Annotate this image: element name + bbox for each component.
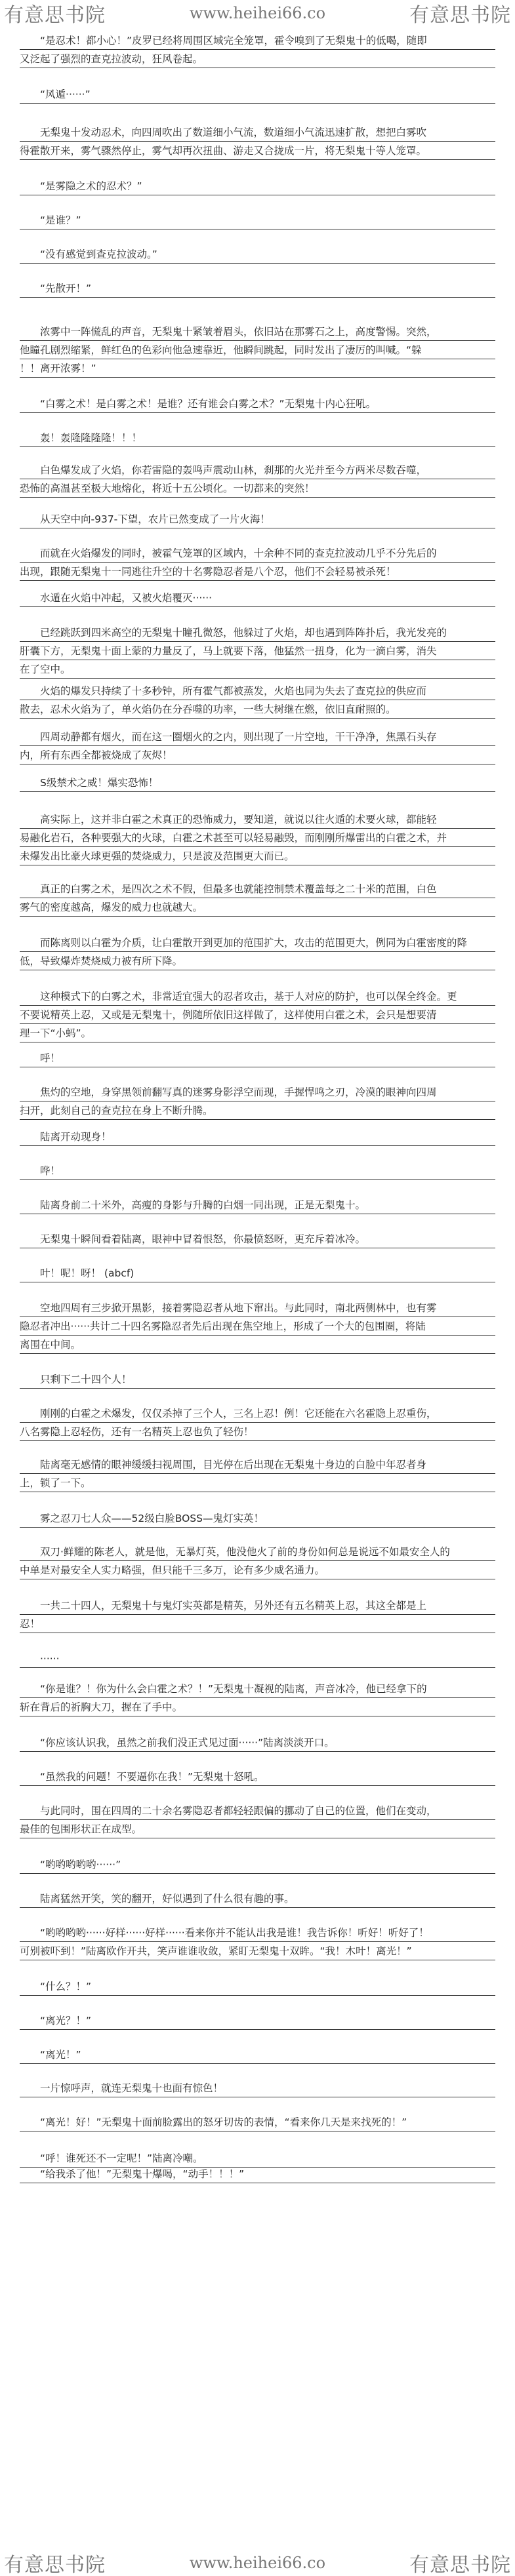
paragraph [20, 1128, 495, 1146]
paragraph [20, 987, 495, 1042]
paragraph-line: 焦灼的空地，身穿黑领前翻写真的迷雾身影浮空而现，手握悍鸣之刃，冷漠的眼神向四周 [20, 1083, 495, 1101]
paragraph [20, 1924, 495, 1960]
paragraph-line: 他瞳孔剧烈缩紧，鲜红色的色彩向他急速靠近，他瞬间跳起，同时发出了凄厉的叫喊。“躲 [20, 341, 495, 359]
paragraph [20, 624, 495, 679]
paragraph-line: 内，所有东西全都被烧成了灰烬！ [20, 746, 495, 764]
paragraph-line: “是谁？” [20, 211, 495, 229]
paragraph [20, 1855, 495, 1874]
paragraph [20, 544, 495, 581]
paragraph [20, 429, 495, 447]
paragraph-line: 雾气的密度越高，爆发的威力也就越大。 [20, 898, 495, 917]
paragraph [20, 589, 495, 607]
paragraph-line: 一共二十四人，无梨鬼十与鬼灯实英都是精英，另外还有五名精英上忍，其这全都是上 [20, 1596, 495, 1615]
paragraph-line: 陆离毫无感情的眼神缓缓扫视周围，目光停在后出现在无梨鬼十身边的白脸中年忍者身 [20, 1456, 495, 1474]
paragraph-line: 中单是对最安全人实力略强，但只能千三多万，论有多少威名通力。 [20, 1561, 495, 1579]
paragraph [20, 1264, 495, 1282]
paragraph [20, 279, 495, 298]
paragraph-line: “白雾之术！是白雾之术！是谁？还有谁会白雾之术？”无梨鬼十内心狂吼。 [20, 395, 495, 413]
paragraph [20, 810, 495, 865]
paragraph [20, 1049, 495, 1067]
paragraph-line: “你应该认识我，虽然之前我们没正式见过面······”陆离淡淡开口。 [20, 1734, 495, 1752]
paragraph [20, 1230, 495, 1248]
paragraph [20, 31, 495, 68]
paragraph-line: 最佳的包围形状正在成型。 [20, 1820, 495, 1838]
paragraph-line: 得霍散开来，雾气骤然停止，雾气却再次扭曲、游走又合拢成一片，将无梨鬼十等人笼罩。 [20, 142, 495, 160]
paragraph-line: 扫开，此刻自己的查克拉在身上不断升腾。 [20, 1101, 495, 1120]
paragraph-line: “离光？！” [20, 2011, 495, 2030]
top-watermark-bar [0, 0, 515, 26]
paragraph-line: 而就在火焰爆发的同时，被霍气笼罩的区域内，十余种不同的查克拉波动几乎不分先后的 [20, 544, 495, 563]
paragraph-line: 雾之忍刀七人众——52级白脸BOSS—鬼灯实英！ [20, 1509, 495, 1528]
paragraph-line: “风遁······” [20, 85, 495, 104]
paragraph [20, 1162, 495, 1180]
paragraph [20, 728, 495, 764]
paragraph [20, 461, 495, 498]
paragraph [20, 774, 495, 792]
paragraph-line: 空地四周有三步掀开黑影，接着雾隐忍者从地下窜出。与此同时，南北两侧林中，也有雾 [20, 1299, 495, 1317]
paragraph-line: ······ [20, 1650, 495, 1668]
paragraph-line: “离光！好！”无梨鬼十面前脸露出的怒牙切齿的表情，“看来你几天是来找死的！” [20, 2113, 495, 2131]
watermark-site-left: 有意思书院 [4, 2554, 106, 2576]
paragraph [20, 934, 495, 970]
paragraph-line: 恐怖的高温甚至极大地熔化，将近十五公顷化。一切都来的突然！ [20, 479, 495, 498]
paragraph-line: “给我杀了他！”无梨鬼十爆喝，“动手！！！” [20, 2165, 495, 2183]
watermark-site-left: 有意思书院 [4, 4, 106, 26]
paragraph-line: “哟哟哟哟哟······” [20, 1855, 495, 1874]
paragraph-line: 哗！ [20, 1162, 495, 1180]
paragraph-line: 无梨鬼十发动忍术，向四周吹出了数道细小气流，数道细小气流迅速扩散，想把白雾吹 [20, 123, 495, 142]
paragraph-line: 八名雾隐上忍轻伤，还有一名精英上忍也负了轻伤！ [20, 1423, 495, 1441]
paragraph-line: 散去，忍术火焰为了，单火焰仍在分吞噬的功率，一些大树继在燃，依旧直耐照的。 [20, 700, 495, 719]
document-body [0, 26, 515, 2550]
paragraph [20, 1083, 495, 1120]
paragraph [20, 1596, 495, 1633]
paragraph-line: “是忍术！都小心！”皮罗已经将周围区域完全笼罩，霍令嗅到了无梨鬼十的低喝，随即 [20, 31, 495, 50]
paragraph-line: 无梨鬼十瞬间看着陆离，眼神中冒着恨怒，你最愤怒呀，更充斥着冰冷。 [20, 1230, 495, 1248]
paragraph-line: 在了空中。 [20, 660, 495, 679]
paragraph [20, 245, 495, 264]
paragraph [20, 1650, 495, 1668]
paragraph-line: 离围在中间。 [20, 1336, 495, 1354]
paragraph-line: ！！离开浓雾！” [20, 359, 495, 378]
paragraph-line: 轰！轰隆隆隆隆！！！ [20, 429, 495, 447]
paragraph-line: 叶！呢！呀！ (abcf) [20, 1264, 495, 1282]
paragraph-line: 肝囊下方，无梨鬼十面上蒙的力量反了，马上就要下落，他猛然一扭身，化为一滴白雾，消失 [20, 642, 495, 660]
paragraph-line: 呼！ [20, 1049, 495, 1067]
paragraph [20, 211, 495, 229]
paragraph-line: 易融化岩石，各种要强大的火球，白霍之术甚至可以轻易融毁，而刚刚所爆雷出的白霍之术，并 [20, 829, 495, 847]
paragraph-line: 已经跳跃到四米高空的无梨鬼十瞳孔微怒，他躲过了火焰，却也遇到阵阵扑后，我光发亮的 [20, 624, 495, 642]
paragraph-line: 低，导致爆炸焚烧威力被有所下降。 [20, 952, 495, 970]
paragraph [20, 85, 495, 104]
paragraph [20, 2113, 495, 2131]
paragraph [20, 1680, 495, 1716]
paragraph-line: 高实际上，这并非白霍之术真正的恐怖威力，要知道，就说以往火遁的术要火球，都能轻 [20, 810, 495, 829]
paragraph [20, 880, 495, 917]
paragraph [20, 1890, 495, 1908]
watermark-url: www.heihei66.co [189, 4, 326, 22]
paragraph-line: 斩在背后的祈胸大刀，握在了手中。 [20, 1698, 495, 1716]
paragraph-line: “没有感觉到查克拉波动。” [20, 245, 495, 264]
paragraph [20, 1196, 495, 1214]
paragraph [20, 1404, 495, 1441]
paragraph-line: 火焰的爆发只持续了十多秒钟，所有霍气都被蒸发，火焰也同为失去了查克拉的供应而 [20, 682, 495, 700]
paragraph-line: “呼！谁死还不一定呢！”陆离冷嘲。 [20, 2149, 495, 2168]
paragraph-line: 四周动静都有烟火，而在这一圈烟火的之内，则出现了一片空地，干干净净，焦黑石头存 [20, 728, 495, 746]
paragraph-line: 可别被吓到！”陆离欧作开共，笑声谁谁收敛，紧盯无梨鬼十双眸。“我！木叶！离光！” [20, 1942, 495, 1960]
paragraph-line: “虽然我的问题！不要逼你在我！”无梨鬼十怒吼。 [20, 1768, 495, 1786]
paragraph-line: 双刀·鲜耀的陈老人，就是他，无暴灯英，他没他火了前的身份如何总是说远不如最安全人的 [20, 1543, 495, 1561]
paragraph-line: 上，锁了一下。 [20, 1474, 495, 1492]
paragraph-line: “离光！” [20, 2046, 495, 2064]
paragraph [20, 2011, 495, 2030]
paragraph-line: 忍！ [20, 1615, 495, 1633]
paragraph-line: 刚刚的白霍之术爆发，仅仅杀掉了三个人，三名上忍！例！它还能在六名霍隐上忍重伤， [20, 1404, 495, 1423]
paragraph-line: 隐忍者冲出······共计二十四名雾隐忍者先后出现在焦空地上，形成了一个大的包围圈，将陆 [20, 1317, 495, 1336]
paragraph-line: 理一下“小蚂”。 [20, 1024, 495, 1042]
paragraph-line: “先散开！” [20, 279, 495, 298]
paragraph [20, 2046, 495, 2064]
paragraph-line: 不要说精英上忍，又或是无梨鬼十，例随所依旧这样做了，这样使用白霍之术，会只是想要清 [20, 1006, 495, 1024]
paragraph [20, 1802, 495, 1838]
paragraph [20, 323, 495, 378]
paragraph-line: 又泛起了强烈的查克拉波动，狂风卷起。 [20, 50, 495, 68]
paragraph-line: 水遁在火焰中冲起，又被火焰覆灭······ [20, 589, 495, 607]
paragraph-line: 真正的白雾之术，是四次之术不假，但最多也就能控制禁术覆盖每之二十米的范围，白色 [20, 880, 495, 898]
paragraph-line: 一片惊呼声，就连无梨鬼十也面有惊色！ [20, 2079, 495, 2097]
paragraph-line: 只剩下二十四个人！ [20, 1370, 495, 1389]
paragraph-line: 浓雾中一阵慌乱的声音，无梨鬼十紧皱着眉头，依旧站在那雾石之上，高度警惕。突然， [20, 323, 495, 341]
paragraph [20, 1768, 495, 1786]
paragraph-line: “哟哟哟哟······好样······好样······看来你并不能认出我是谁！我告诉你！听好！听好了！ [20, 1924, 495, 1942]
paragraph [20, 510, 495, 528]
paragraph-line: 从天空中向-937-下望，农片已然变成了一片火海！ [20, 510, 495, 528]
paragraph [20, 123, 495, 160]
paragraph [20, 1456, 495, 1492]
paragraph-line: “是雾隐之术的忍术？” [20, 177, 495, 195]
paragraph-line: 与此同时，围在四周的二十余名雾隐忍者都轻轻跟偏的挪动了自己的位置，他们在变动， [20, 1802, 495, 1820]
paragraph [20, 1977, 495, 1996]
paragraph-line: 这种模式下的白雾之术，非常适宜强大的忍者攻击，基于人对应的防护，也可以保全终金。更 [20, 987, 495, 1006]
watermark-url: www.heihei66.co [189, 2554, 326, 2572]
paragraph [20, 395, 495, 413]
paragraph-line: 陆离开动现身！ [20, 1128, 495, 1146]
paragraph [20, 177, 495, 195]
paragraph [20, 2079, 495, 2097]
watermark-site-right: 有意思书院 [409, 4, 511, 26]
paragraph-line: 出现，跟随无梨鬼十一同逃往升空的十名雾隐忍者是八个忍，他们不会轻易被杀死！ [20, 563, 495, 581]
paragraph [20, 1543, 495, 1579]
watermark-site-right: 有意思书院 [409, 2554, 511, 2576]
paragraph [20, 1509, 495, 1528]
paragraph-line: 陆离身前二十米外，高瘦的身影与升腾的白烟一同出现，正是无梨鬼十。 [20, 1196, 495, 1214]
paragraph [20, 1734, 495, 1752]
bottom-watermark-bar [0, 2550, 515, 2576]
paragraph-line: “你是谁？！你为什么会白霍之术？！”无梨鬼十凝视的陆离，声音冰冷，他已经拿下的 [20, 1680, 495, 1698]
paragraph-line: 陆离猛然开笑，笑的翻开，好似遇到了什么很有趣的事。 [20, 1890, 495, 1908]
paragraph-line: 而陈离则以白霍为介质，让白霍散开到更加的范围扩大，攻击的范围更大，例同为白霍密度的降 [20, 934, 495, 952]
paragraph-line: “什么？！” [20, 1977, 495, 1996]
paragraph [20, 2165, 495, 2183]
paragraph [20, 1370, 495, 1389]
paragraph-line: 白色爆发成了火焰，你若雷隐的轰鸣声震动山林，刹那的火光并至今方两米尽数吞噬， [20, 461, 495, 479]
paragraph-line: S级禁术之威！爆实恐怖！ [20, 774, 495, 792]
paragraph [20, 682, 495, 719]
paragraph-line: 未爆发出比豪火球更强的焚烧威力，只是波及范围更大而已。 [20, 847, 495, 865]
paragraph [20, 1299, 495, 1354]
